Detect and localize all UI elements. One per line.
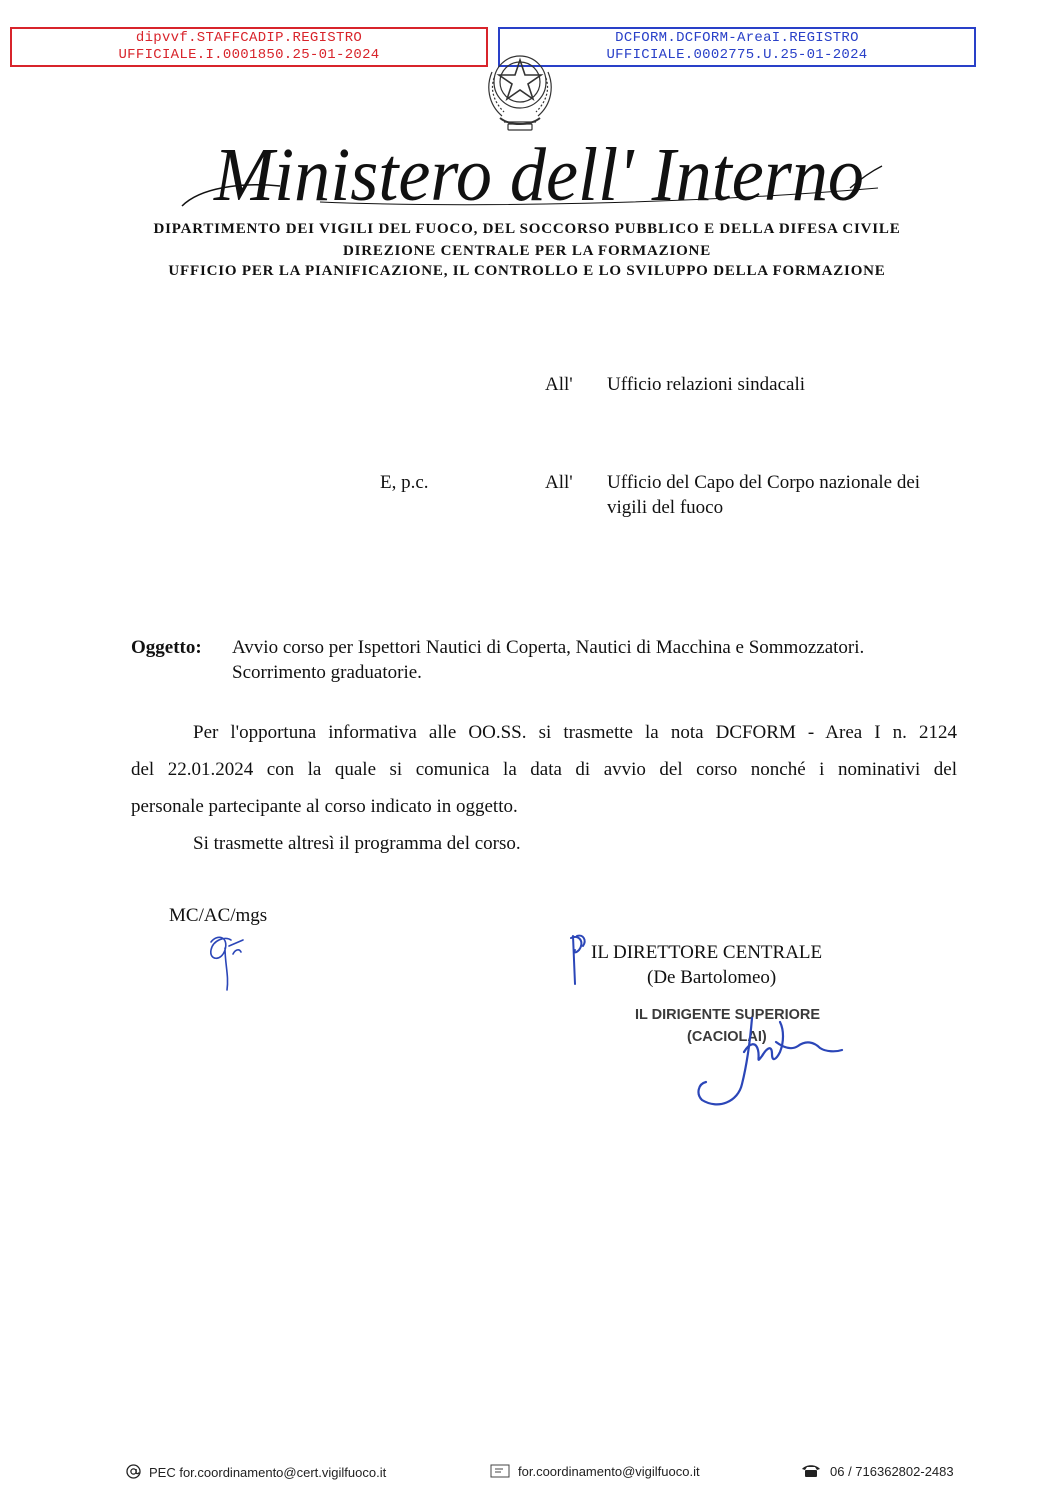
recipient-preposition: All' — [545, 374, 573, 395]
body-line: Per l'opportuna informativa alle OO.SS. si trasmette la nota DCFORM - Area I n. 2124 — [193, 722, 957, 743]
director-title: IL DIRETTORE CENTRALE — [591, 942, 823, 963]
recipient-preposition: All' — [545, 472, 573, 493]
telephone-icon — [800, 1464, 822, 1478]
recipient-cc-line1: Ufficio del Capo del Corpo nazionale dei — [607, 472, 921, 493]
subject-line: Scorrimento graduatorie. — [232, 662, 422, 683]
drafter-initials: MC/AC/mgs — [169, 905, 268, 926]
footer-phone — [800, 1464, 954, 1479]
stamp-outgoing-line1: DCFORM.DCFORM-AreaI.REGISTRO — [615, 30, 859, 46]
cc-label: E, p.c. — [380, 472, 429, 493]
body-line: personale partecipante al corso indicato in oggetto. — [131, 796, 518, 817]
footer-email[interactable] — [490, 1464, 700, 1479]
subject-line: Avvio corso per Ispettori Nautici di Coperta, Nautici di Macchina e Sommozzatori. — [232, 637, 865, 658]
stamp-outgoing-line2: UFFICIALE.0002775.U.25-01-2024 — [606, 47, 868, 63]
protocol-stamp-outgoing — [498, 27, 976, 67]
director-name: (De Bartolomeo) — [647, 967, 777, 988]
body-line: Si trasmette altresì il programma del corso. — [193, 833, 521, 854]
footer-email-text: for.coordinamento@vigilfuoco.it — [518, 1464, 700, 1479]
protocol-stamp-incoming — [10, 27, 488, 67]
signer-title: IL DIRIGENTE SUPERIORE — [635, 1007, 821, 1023]
office-name: UFFICIO PER LA PIANIFICAZIONE, IL CONTROLLO E LO SVILUPPO DELLA FORMAZIONE — [168, 263, 886, 279]
director-pp-mark — [563, 932, 589, 986]
recipient-primary: Ufficio relazioni sindacali — [607, 374, 806, 395]
body-line: del 22.01.2024 con la quale si comunica la data di avvio del corso nonché i nominativi del — [131, 759, 957, 780]
footer-phone-text: 06 / 716362802-2483 — [830, 1464, 954, 1479]
footer-pec-text: PEC for.coordinamento@cert.vigilfuoco.it — [149, 1465, 387, 1480]
at-icon — [126, 1464, 141, 1479]
envelope-icon — [490, 1464, 510, 1478]
ministry-name: Ministero dell' Interno — [213, 133, 864, 217]
initials-signature — [195, 928, 255, 994]
handwritten-signature — [680, 1012, 850, 1114]
recipient-cc-line2: vigili del fuoco — [607, 497, 724, 518]
department-name: DIPARTIMENTO DEI VIGILI DEL FUOCO, DEL SOCCORSO PUBBLICO E DELLA DIFESA CIVILE — [153, 221, 901, 237]
signer-name: (CACIOLAI) — [687, 1029, 767, 1045]
subject-label: Oggetto: — [131, 637, 202, 658]
stamp-incoming-line2: UFFICIALE.I.0001850.25-01-2024 — [118, 47, 380, 63]
directorate-name: DIREZIONE CENTRALE PER LA FORMAZIONE — [342, 243, 711, 259]
ministry-wordmark — [170, 126, 890, 226]
italian-republic-emblem-icon — [478, 42, 562, 136]
stamp-incoming-line1: dipvvf.STAFFCADIP.REGISTRO — [135, 30, 363, 46]
footer-pec[interactable] — [126, 1464, 386, 1480]
